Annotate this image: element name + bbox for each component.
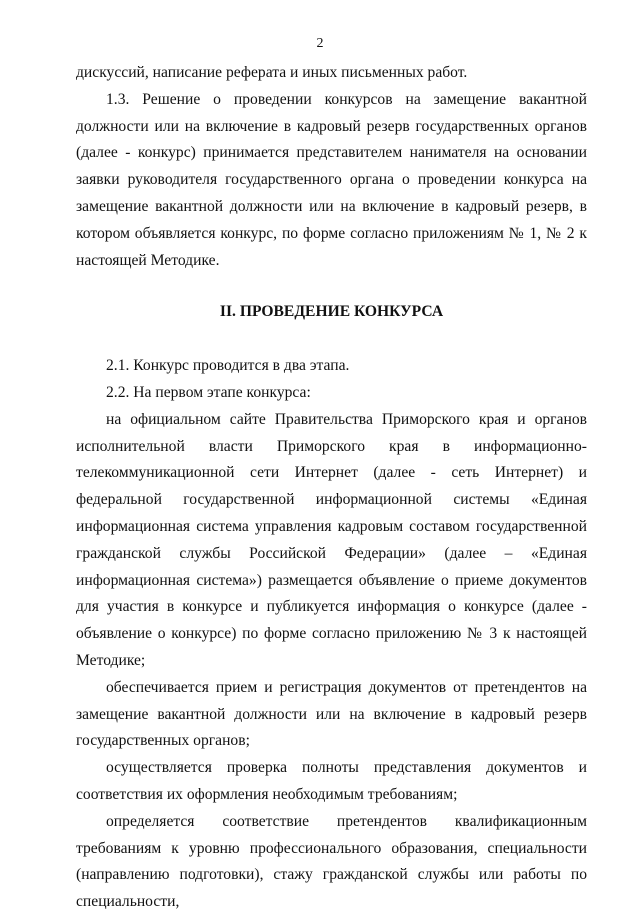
paragraph-completeness-check: осуществляется проверка полноты представления документов и соответствия их оформления необходимым требованиям; <box>76 759 587 803</box>
spacer <box>76 274 587 299</box>
page-number: 2 <box>316 36 324 51</box>
paragraph-1-3: 1.3. Решение о проведении конкурсов на замещение вакантной должности или на включение в кадровый резерв государственных органов (далее - конкурс) принимается представителем нанимателя на основании заявки руководителя государственного органа о проведении конкурса на замещение вакантной должности или на включение в кадровый резерв, в котором объявляется конкурс, по форме согласно приложениям № 1, № 2 к настоящей Методике. <box>76 90 587 269</box>
spacer <box>76 326 587 353</box>
paragraph-2-2: 2.2. На первом этапе конкурса: <box>106 383 311 401</box>
section-heading: II. ПРОВЕДЕНИЕ КОНКУРСА <box>219 303 444 321</box>
paragraph-2-1: 2.1. Конкурс проводится в два этапа. <box>106 357 350 375</box>
paragraph-continuation: дискуссий, написание реферата и иных письменных работ. <box>76 64 468 81</box>
paragraph-document-reception: обеспечивается прием и регистрация документов от претендентов на замещение вакантной должности или на включение в кадровый резерв государственных органов; <box>76 678 587 750</box>
paragraph-official-site: на официальном сайте Правительства Приморского края и органов исполнительной власти Приморского края в информационно-телекоммуникационной сети Интернет (далее - сеть Интернет) и федеральной государственной информационной системы «Единая информационная система управления кадровым составом государственной гражданской службы Российской Федерации» (далее – «Единая информационная система») размещается объявление о приеме документов для участия в конкурсе и публикуется информация о конкурсе (далее - объявление о конкурсе) по форме согласно приложению № 3 к настоящей Методике; <box>76 410 587 669</box>
paragraph-qualification-requirements: определяется соответствие претендентов квалификационным требованиям к уровню профессионального образования, специальности (направлению подготовки), стажу гражданской службы или работы по специальности, <box>76 812 587 911</box>
document-body <box>76 60 587 916</box>
